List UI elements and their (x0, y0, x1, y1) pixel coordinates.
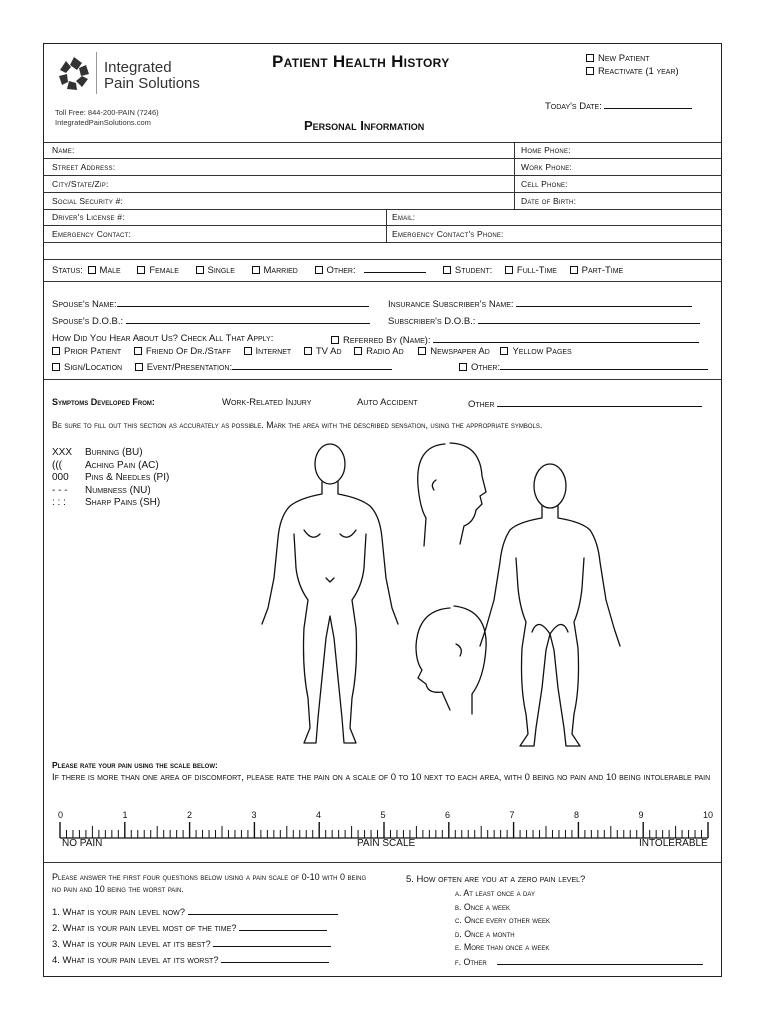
cell-phone-field[interactable]: Cell Phone: (521, 179, 568, 189)
reactivate-checkbox[interactable] (586, 67, 594, 75)
q5-option[interactable]: b. Once a week (455, 901, 510, 912)
side-head-figure (418, 443, 486, 546)
logo-icon (55, 55, 93, 93)
student-checkbox[interactable] (443, 266, 451, 274)
q5-question: 5. How often are you at a zero pain level? (406, 874, 586, 885)
male-checkbox[interactable] (88, 266, 96, 274)
todays-date-field[interactable]: Today's Date: (545, 99, 692, 112)
work-phone-field[interactable]: Work Phone: (521, 162, 572, 172)
full-time-checkbox[interactable] (505, 266, 513, 274)
license-field[interactable]: Driver's License #: (52, 212, 125, 222)
status-row: Status: Male Female Single Married Other: Student: Full-Time Part-Time (52, 265, 624, 276)
dob-field[interactable]: Date of Birth: (521, 196, 577, 206)
subscriber-dob-field[interactable]: Subscriber's D.O.B.: (388, 314, 700, 327)
legend-item: 000 Pins & Needles (PI) (52, 472, 170, 483)
pain-scale-label: PAIN SCALE (357, 838, 416, 849)
emergency-contact-field[interactable]: Emergency Contact: (52, 229, 132, 239)
referral-options-row1: Prior Patient Friend Of Dr./Staff Internet TV Ad Radio Ad Newspaper Ad Yellow Pages (52, 346, 572, 357)
scale-number: 2 (187, 810, 193, 820)
questions-intro: Please answer the first four questions below using a pain scale of 0-10 with 0 being no pain and 10 being the worst pain. (52, 872, 367, 894)
friend-checkbox[interactable] (134, 347, 142, 355)
yellow-pages-checkbox[interactable] (500, 347, 508, 355)
referred-by-field[interactable]: Referred By (Name): (331, 333, 699, 346)
scale-number: 5 (380, 810, 386, 820)
spouse-dob-field[interactable]: Spouse's D.O.B.: (52, 314, 370, 327)
part-time-checkbox[interactable] (570, 266, 578, 274)
q5-option-other[interactable]: f. Other (455, 955, 703, 970)
reactivate-option[interactable]: Reactivate (1 year) (586, 66, 679, 77)
q3-field[interactable]: 3. What is your pain level at its best? (52, 937, 331, 950)
sign-checkbox[interactable] (52, 363, 60, 371)
symptoms-heading: Symptoms Developed From: (52, 397, 155, 407)
no-pain-label: NO PAIN (62, 838, 103, 849)
insurance-name-field[interactable]: Insurance Subscriber's Name: (388, 297, 692, 310)
q4-field[interactable]: 4. What is your pain level at its worst? (52, 953, 329, 966)
legend-item: : : : Sharp Pains (SH) (52, 497, 161, 508)
scale-number: 0 (58, 810, 64, 820)
legend-item: XXX Burning (BU) (52, 447, 143, 458)
scale-number: 3 (251, 810, 257, 820)
scale-number: 6 (445, 810, 451, 820)
page-title: Patient Health History (272, 52, 450, 71)
contact-info (55, 108, 159, 128)
symptom-legend (52, 447, 169, 510)
event-input[interactable] (232, 360, 392, 370)
referral-question: How Did You Hear About Us? Check All That Apply: (52, 333, 274, 344)
prior-patient-checkbox[interactable] (52, 347, 60, 355)
other-status-input[interactable] (364, 263, 426, 273)
q5-option[interactable]: e. More than once a week (455, 942, 550, 953)
internet-checkbox[interactable] (244, 347, 252, 355)
event-checkbox[interactable] (135, 363, 143, 371)
new-patient-option[interactable]: New Patient (586, 53, 649, 64)
logo-line1: Integrated (104, 59, 172, 76)
body-diagram[interactable] (250, 438, 720, 753)
legend-item: - - - Numbness (NU) (52, 484, 151, 496)
q5-option[interactable]: c. Once every other week (455, 915, 550, 926)
website: IntegratedPainSolutions.com (55, 118, 151, 127)
female-checkbox[interactable] (137, 266, 145, 274)
newspaper-checkbox[interactable] (418, 347, 426, 355)
tv-checkbox[interactable] (304, 347, 312, 355)
city-field[interactable]: City/State/Zip: (52, 179, 109, 189)
legend-item: ((( Aching Pain (AC) (52, 459, 159, 471)
q5-option[interactable]: a. At least once a day (455, 888, 535, 898)
scale-number: 7 (509, 810, 515, 820)
back-body-figure (480, 464, 620, 746)
ssn-field[interactable]: Social Security #: (52, 196, 124, 206)
home-phone-field[interactable]: Home Phone: (521, 145, 571, 155)
intolerable-label: INTOLERABLE (639, 838, 708, 849)
name-field[interactable]: Name: (52, 145, 75, 155)
radio-checkbox[interactable] (354, 347, 362, 355)
logo-line2: Pain Solutions (104, 75, 200, 92)
front-body-figure (262, 444, 398, 743)
scale-instruction: If there is more than one area of discomfort, please rate the pain on a scale of 0 to 10 next to each area, with 0 being no pain and 10 being intolerable pain (52, 772, 711, 783)
pain-ruler[interactable] (58, 820, 712, 840)
symptoms-instruction: Be sure to fill out this section as accurately as possible. Mark the area with the described sensation, using the appropriate symbols. (52, 420, 543, 430)
email-field[interactable]: Email: (392, 212, 416, 222)
auto-accident-option[interactable]: Auto Accident (357, 397, 418, 408)
scale-number: 9 (638, 810, 644, 820)
q5-option[interactable]: d. Once a month (455, 928, 515, 939)
single-checkbox[interactable] (196, 266, 204, 274)
scale-number: 8 (574, 810, 580, 820)
logo-divider (96, 52, 97, 94)
q2-field[interactable]: 2. What is your pain level most of the time? (52, 921, 327, 934)
toll-free: Toll Free: 844-200-PAIN (7246) (55, 108, 159, 117)
scale-number: 1 (122, 810, 128, 820)
scale-heading: Please rate your pain using the scale below: (52, 760, 218, 770)
referral-options-row2: Sign/Location Event/Presentation: (52, 360, 392, 373)
married-checkbox[interactable] (252, 266, 260, 274)
emergency-phone-field[interactable]: Emergency Contact's Phone: (392, 229, 504, 239)
spouse-name-field[interactable]: Spouse's Name: (52, 297, 369, 310)
front-head-figure (416, 606, 486, 714)
scale-number: 4 (316, 810, 322, 820)
new-patient-checkbox[interactable] (586, 54, 594, 62)
q1-field[interactable]: 1. What is your pain level now? (52, 905, 338, 918)
other-status-checkbox[interactable] (315, 266, 323, 274)
q5-options (455, 887, 703, 970)
section-title: Personal Information (304, 118, 425, 133)
logo-text (104, 60, 200, 92)
other-referral-field[interactable]: Other: (459, 360, 708, 373)
symptom-other-field[interactable]: Other (468, 397, 702, 410)
work-related-option[interactable]: Work-Related Injury (222, 397, 312, 408)
street-field[interactable]: Street Address: (52, 162, 116, 172)
scale-number: 10 (703, 810, 714, 820)
